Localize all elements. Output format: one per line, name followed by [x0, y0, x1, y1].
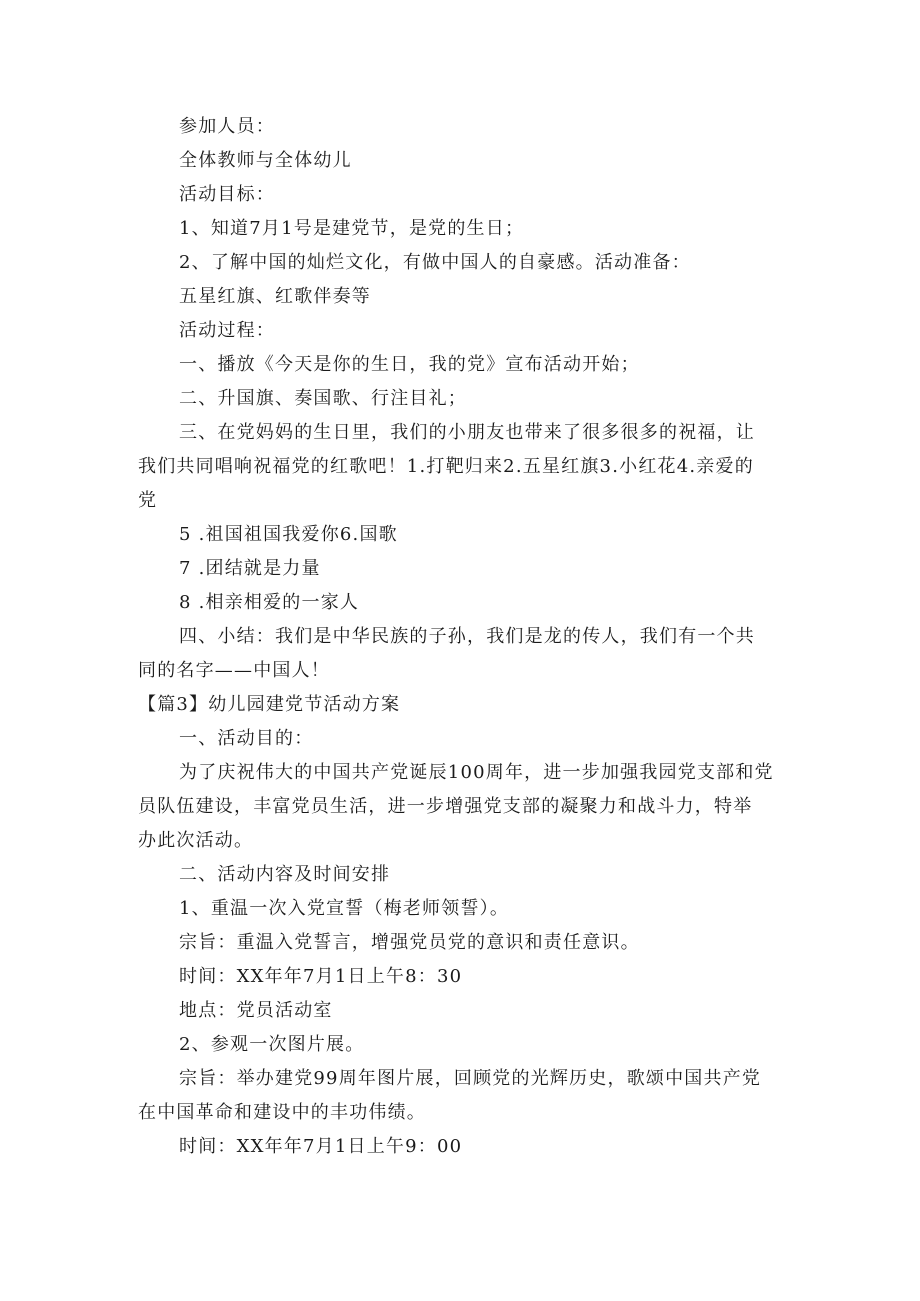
text-line: 二、活动内容及时间安排: [179, 864, 391, 885]
text-line: 我们共同唱响祝福党的红歌吧！1.打靶归来2.五星红旗3.小红花4.亲爱的: [138, 456, 754, 477]
text-line: 二、升国旗、奏国歌、行注目礼；: [179, 388, 467, 409]
text-line: 党: [138, 490, 158, 511]
text-line: 员队伍建设，丰富党员生活，进一步增强党支部的凝聚力和战斗力，特举: [138, 796, 753, 817]
text-line: 1、重温一次入党宣誓（梅老师领誓）。: [179, 898, 510, 919]
text-line: 地点：党员活动室: [179, 1000, 333, 1021]
text-line: 7 .团结就是力量: [179, 558, 321, 579]
text-line: 办此次活动。: [138, 830, 254, 851]
text-line: 为了庆祝伟大的中国共产党诞辰100周年，进一步加强我园党支部和党: [179, 762, 774, 783]
text-line: 5 .祖国祖国我爱你6.国歌: [179, 524, 398, 545]
text-line: 时间：XX年年7月1日上午9：00: [179, 1136, 463, 1157]
text-line: 1、知道7月1号是建党节，是党的生日；: [179, 218, 525, 239]
text-line: 三、在党妈妈的生日里，我们的小朋友也带来了很多很多的祝福，让: [179, 422, 755, 443]
text-line: 8 .相亲相爱的一家人: [179, 592, 360, 613]
text-line: 全体教师与全体幼儿: [179, 150, 352, 171]
text-line: 一、活动目的：: [179, 728, 314, 749]
text-line: 2、了解中国的灿烂文化，有做中国人的自豪感。活动准备：: [179, 252, 691, 273]
text-line: 活动过程：: [179, 320, 275, 341]
text-line: 宗旨：重温入党誓言，增强党员党的意识和责任意识。: [179, 932, 640, 953]
text-line: 一、播放《今天是你的生日，我的党》宣布活动开始；: [179, 354, 640, 375]
text-line: 同的名字——中国人！: [138, 660, 330, 681]
section-heading: 【篇3】幼儿园建党节活动方案: [138, 694, 401, 715]
text-line: 活动目标：: [179, 184, 275, 205]
text-line: 五星红旗、红歌伴奏等: [179, 286, 371, 307]
text-line: 宗旨：举办建党99周年图片展，回顾党的光辉历史，歌颂中国共产党: [179, 1068, 762, 1089]
text-line: 2、参观一次图片展。: [179, 1034, 365, 1055]
text-line: 在中国革命和建设中的丰功伟绩。: [138, 1102, 426, 1123]
text-line: 四、小结：我们是中华民族的子孙，我们是龙的传人，我们有一个共: [179, 626, 755, 647]
text-line: 参加人员：: [179, 116, 275, 137]
text-line: 时间：XX年年7月1日上午8：30: [179, 966, 463, 987]
